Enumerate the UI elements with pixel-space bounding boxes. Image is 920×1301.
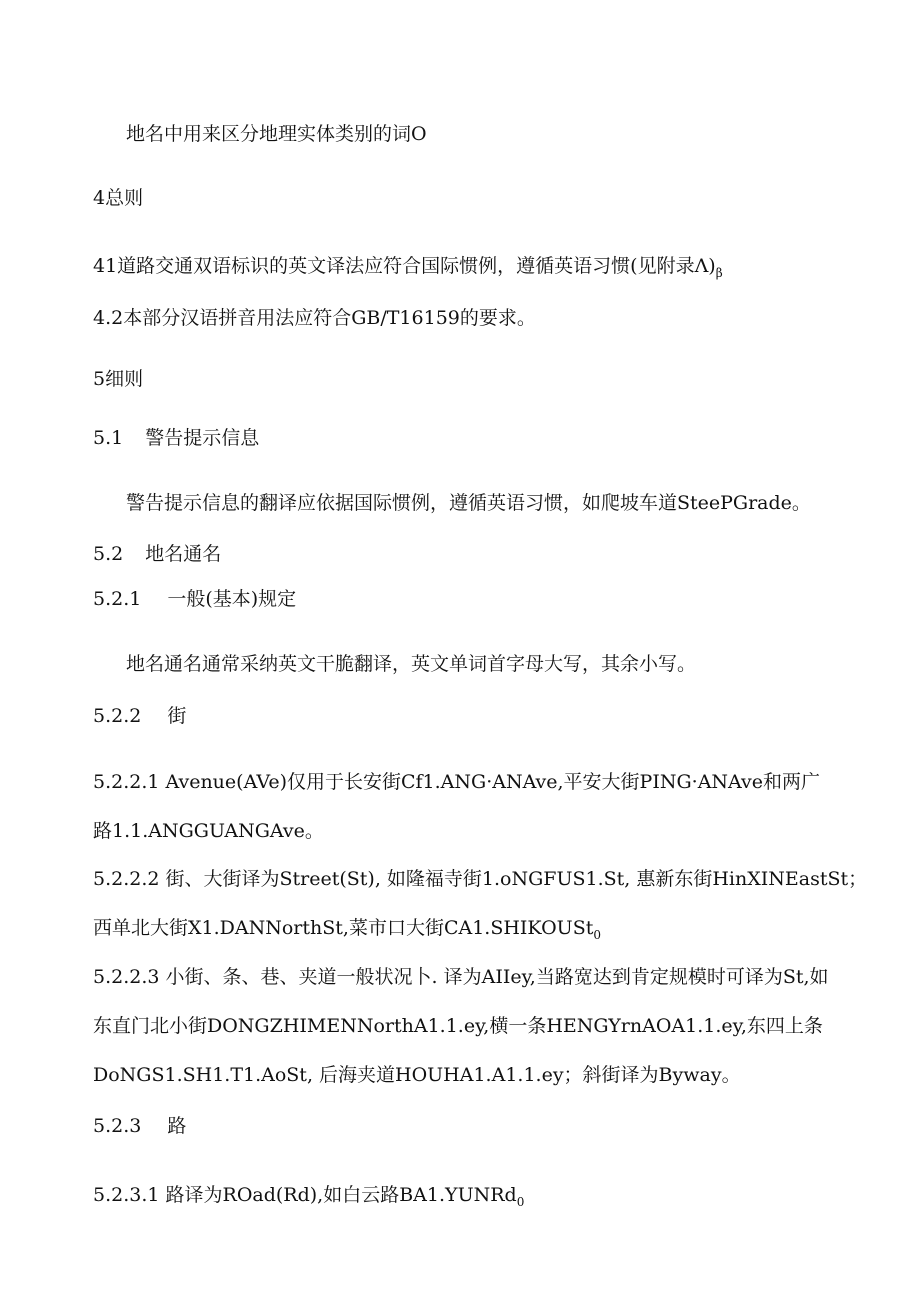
heading-5-2-3 (93, 1113, 186, 1139)
clause-5-2-2-1-line1: 5.2.2.1 Avenue(AVe)仅用于长安街Cf1.ANG·ANAve,平安大街PING·ANAve和两广 (93, 771, 820, 793)
heading-5-2-1 (93, 586, 296, 612)
heading-5-2 (93, 541, 221, 567)
subscript-mark: 0 (516, 1195, 525, 1209)
clause-5-2-2-1-line2: 路1.1.ANGGUANGAve。 (93, 820, 324, 842)
heading-5-1 (93, 425, 259, 451)
clause-5-2-1-body: 地名通名通常采纳英文干脆翻译，英文单词首字母大写，其余小写。 (126, 653, 697, 675)
section-number: 5.2.3 (93, 1115, 142, 1137)
clause-5-2-2-3-line1: 5.2.2.3 小街、条、巷、夹道一般状况卜. 译为AIIey,当路宽达到肯定规模时可译为St,如 (93, 966, 829, 988)
clause-4-2: 4.2本部分汉语拼音用法应符合GB/T16159的要求。 (93, 307, 536, 329)
clause-5-2-3-1: 5.2.3.1 路译为ROad(Rd),如白云路BA1.YUNRd$_0$ (93, 1184, 525, 1209)
clause-5-1-body: 警告提示信息的翻译应依据国际惯例，遵循英语习惯，如爬坡车道SteePGrade。 (126, 492, 811, 514)
section-title: 街 (167, 705, 187, 727)
section-title: 路 (167, 1115, 187, 1137)
heading-4: 4总则 (93, 187, 144, 209)
heading-5-2-2 (93, 703, 186, 729)
section-title: 警告提示信息 (145, 427, 260, 449)
clause-5-2-2-2-line1: 5.2.2.2 街、大街译为Street(St), 如隆福寺街1.oNGFUS1.St, 惠新东街HinXINEastSt； (93, 868, 868, 890)
section-number: 5.2.2 (93, 705, 142, 727)
section-title: 一般(基本)规定 (167, 588, 297, 610)
section-title: 地名通名 (145, 543, 222, 565)
definition-text: 地名中用来区分地理实体类别的词O (126, 123, 427, 145)
clause-5-2-2-3-line2: 东直门北小街DONGZHIMENNorthA1.1.ey,横一条HENGYrnAOA1.1.ey,东四上条 (93, 1015, 823, 1037)
section-number: 5.1 (93, 427, 124, 449)
clause-4-1: 41道路交通双语标识的英文译法应符合国际惯例，遵循英语习惯(见附录$\Lambda)_\beta$ (93, 255, 723, 280)
clause-5-2-2-3-line3: DoNGS1.SH1.T1.AoSt, 后海夹道HOUHA1.A1.1.ey；斜街译为Byway。 (93, 1064, 741, 1086)
clause-5-2-2-2-line2: 西单北大街X1.DANNorthSt,菜市口大街CA1.SHIKOUSt$_0$ (93, 917, 601, 942)
subscript-mark: 0 (593, 928, 601, 942)
subscript-mark: β (715, 266, 723, 280)
section-number: 5.2 (93, 543, 124, 565)
section-number: 5.2.1 (93, 588, 142, 610)
heading-5: 5细则 (93, 368, 144, 390)
